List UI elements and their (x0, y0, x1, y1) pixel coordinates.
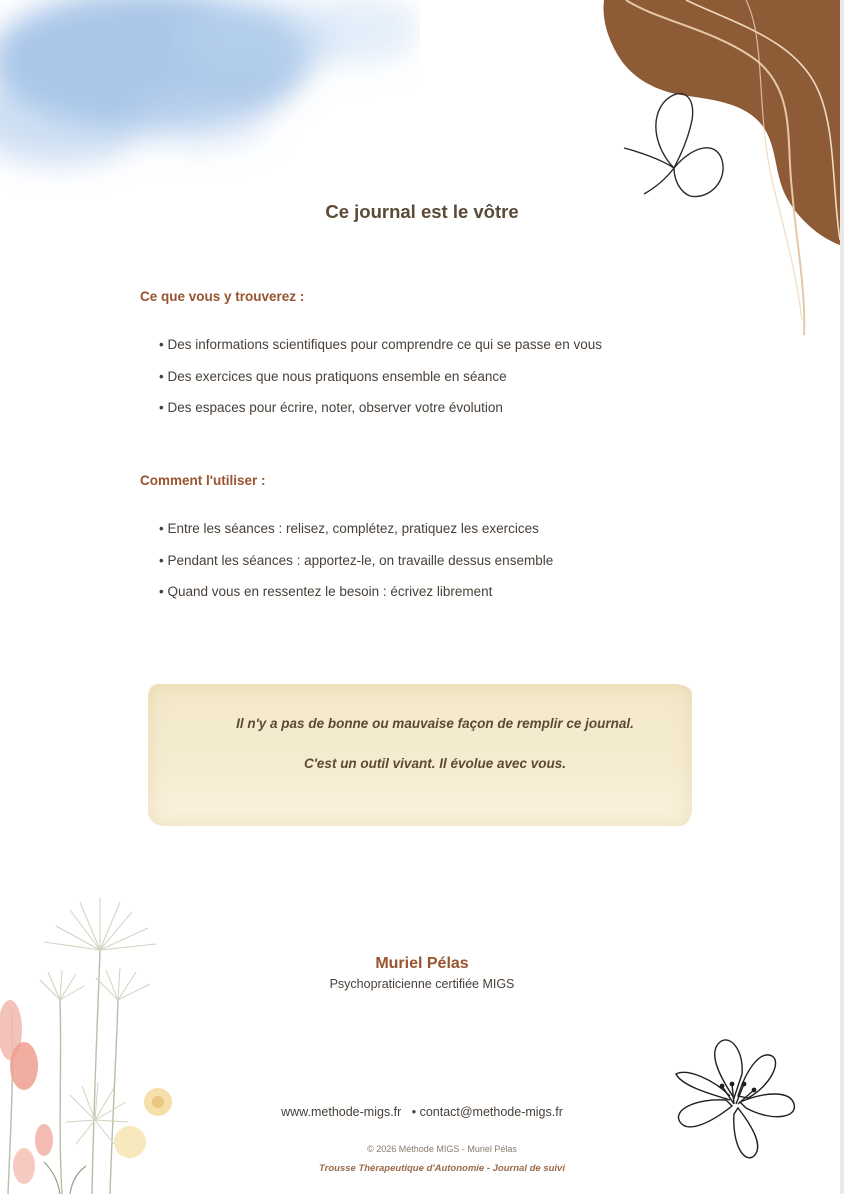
butterfly-icon (624, 94, 723, 197)
copyright-notice: © 2026 Méthode MIGS - Muriel Pélas (367, 1144, 517, 1154)
quote-line-2: C'est un outil vivant. Il évolue avec vous. (303, 756, 567, 771)
list-item: • Des informations scientifiques pour comprendre ce qui se passe en vous (159, 337, 602, 369)
usage-list (159, 521, 553, 616)
list-item: • Entre les séances : relisez, complétez, pratiquez les exercices (159, 521, 553, 553)
quote-line-1: Il n'y a pas de bonne ou mauvaise façon de remplir ce journal. (236, 716, 634, 731)
contents-list (159, 337, 602, 432)
document-subtitle: Trousse Thérapeutique d'Autonomie - Journal de suivi (319, 1163, 565, 1174)
list-item: • Quand vous en ressentez le besoin : écrivez librement (159, 584, 553, 616)
quote-box (148, 684, 692, 826)
pink-flower-icon (0, 1000, 53, 1184)
list-item: • Pendant les séances : apportez-le, on travaille dessus ensemble (159, 553, 553, 585)
watercolor-wash-decoration (0, 0, 420, 200)
list-item: • Des exercices que nous pratiquons ensemble en séance (159, 369, 602, 401)
contact-info: www.methode-migs.fr • contact@methode-migs.fr (281, 1105, 563, 1119)
author-name: Muriel Pélas (375, 955, 469, 972)
section-heading-contents: Ce que vous y trouverez : (140, 289, 305, 304)
section-heading-usage: Comment l'utiliser : (140, 473, 266, 488)
brown-abstract-decoration (596, 0, 844, 345)
list-item: • Des espaces pour écrire, noter, observer votre évolution (159, 400, 602, 432)
author-role: Psychopraticienne certifiée MIGS (329, 977, 515, 991)
page-title: Ce journal est le vôtre (325, 201, 519, 222)
